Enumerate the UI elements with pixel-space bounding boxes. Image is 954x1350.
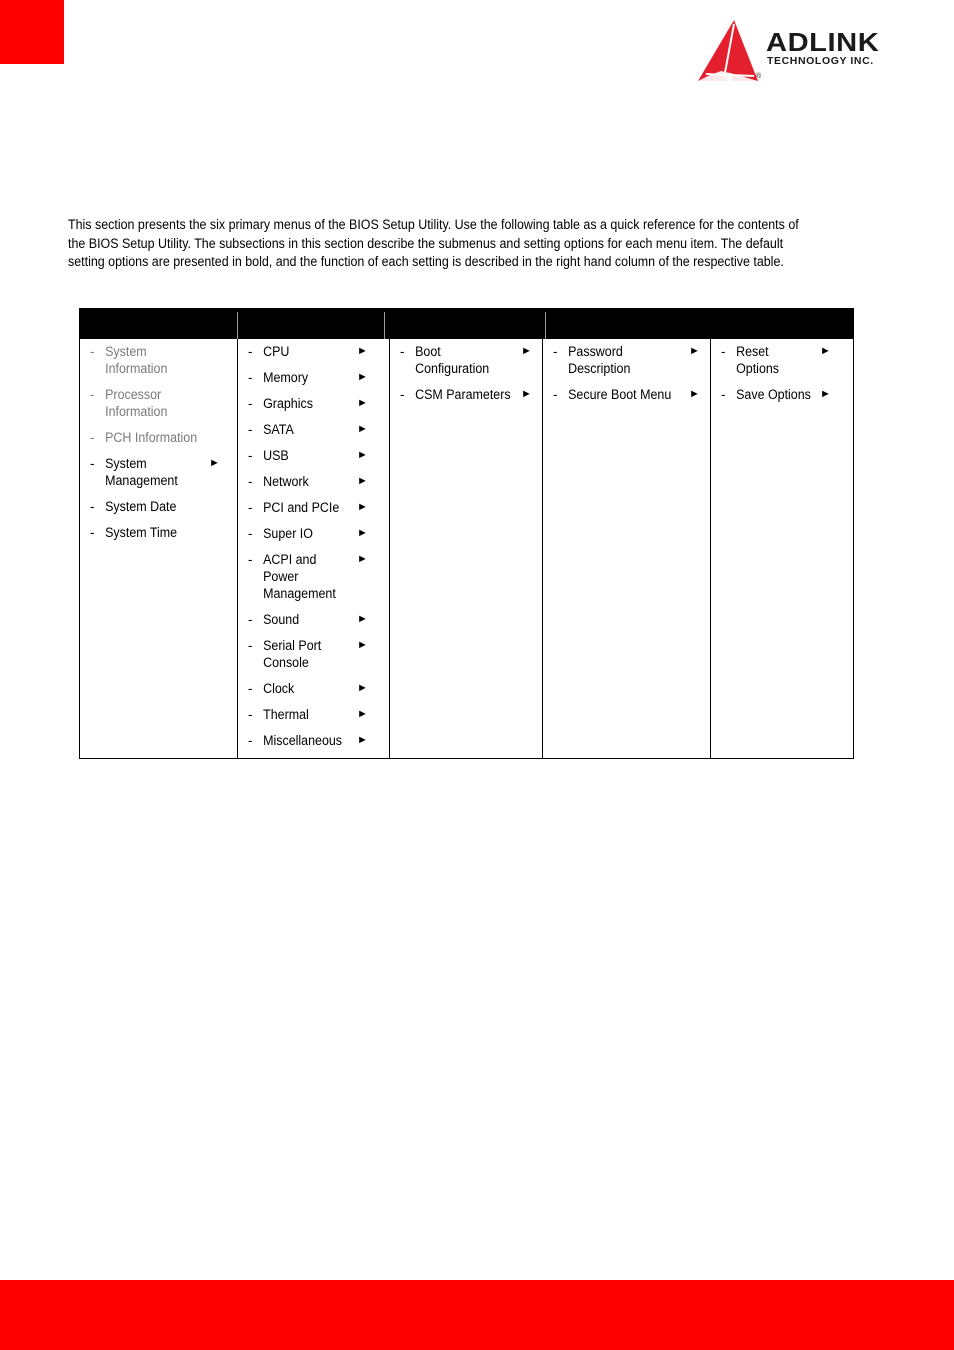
submenu-arrow-icon: ► [820,345,831,357]
submenu-arrow-icon: ► [357,613,368,625]
logo-triangle-icon [694,18,764,84]
submenu-arrow-icon: ► [689,345,700,357]
menu-item-label: CPU [263,344,290,359]
bullet-dash: - [248,526,253,541]
bullet-dash: - [90,387,95,402]
bullet-dash: - [248,422,253,437]
menu-item[interactable] [238,395,389,412]
menu-item-label: Secure Boot Menu [568,387,672,402]
bullet-dash: - [248,638,253,653]
menu-item-label: Processor Information [105,387,168,419]
menu-column-1 [80,339,237,758]
submenu-arrow-icon: ► [521,388,532,400]
menu-item-label: PCI and PCIe [263,500,340,515]
bullet-dash: - [721,387,726,402]
menu-item-label: Serial Port Console [263,638,322,670]
submenu-arrow-icon: ► [357,371,368,383]
bullet-dash: - [90,430,95,445]
menu-item[interactable] [238,732,389,749]
menu-item-label: ACPI and Power Management [263,552,336,601]
menu-item[interactable] [238,369,389,386]
menu-item[interactable] [711,386,855,403]
bullet-dash: - [248,370,253,385]
submenu-arrow-icon: ► [357,423,368,435]
submenu-arrow-icon: ► [820,388,831,400]
menu-column-4 [542,339,710,758]
bullet-dash: - [90,456,95,471]
menu-column-2 [237,339,389,758]
footer-red-bar [0,1280,954,1350]
menu-list [543,339,710,403]
menu-item-label: Super IO [263,526,313,541]
submenu-arrow-icon: ► [357,527,368,539]
menu-item[interactable] [238,447,389,464]
menu-item[interactable] [238,421,389,438]
menu-item[interactable] [80,343,237,377]
bullet-dash: - [400,344,405,359]
submenu-arrow-icon: ► [357,501,368,513]
menu-item-label: Miscellaneous [263,733,343,748]
menu-item-label: Network [263,474,309,489]
menu-item-label: USB [263,448,289,463]
table-header-bar [79,308,854,339]
logo-wordmark: ADLINK [766,27,880,57]
bullet-dash: - [248,448,253,463]
menu-item[interactable] [238,499,389,516]
submenu-arrow-icon: ► [357,639,368,651]
adlink-logo [694,18,908,84]
bullet-dash: - [90,499,95,514]
submenu-arrow-icon: ► [357,397,368,409]
menu-item[interactable] [238,637,389,671]
corner-red-tab [0,0,64,64]
header-separator [237,312,238,339]
bullet-dash: - [248,707,253,722]
bullet-dash: - [248,344,253,359]
bullet-dash: - [553,387,558,402]
bullet-dash: - [248,612,253,627]
menu-item[interactable] [238,473,389,490]
menu-item[interactable] [238,343,389,360]
menu-item-label: SATA [263,422,294,437]
submenu-arrow-icon: ► [357,734,368,746]
menu-item[interactable] [390,343,542,377]
menu-item[interactable] [238,551,389,602]
bullet-dash: - [248,552,253,567]
bullet-dash: - [248,681,253,696]
menu-item[interactable] [238,680,389,697]
menu-item[interactable] [238,706,389,723]
submenu-arrow-icon: ► [357,345,368,357]
menu-item-label: Thermal [263,707,309,722]
submenu-arrow-icon: ► [357,553,368,565]
menu-item[interactable] [543,386,710,403]
bullet-dash: - [248,396,253,411]
submenu-arrow-icon: ► [357,682,368,694]
menu-item-label: System Information [105,344,168,376]
menu-item[interactable] [80,386,237,420]
menu-item[interactable] [711,343,855,377]
menu-list [390,339,542,403]
menu-item-label: Reset Options [736,344,780,376]
menu-item-label: System Management [105,456,178,488]
menu-item[interactable] [238,525,389,542]
menu-item[interactable] [80,455,237,489]
menu-item[interactable] [80,429,237,446]
menu-item-label: PCH Information [105,430,198,445]
menu-item[interactable] [238,611,389,628]
bullet-dash: - [248,733,253,748]
menu-item-label: Password Description [568,344,631,376]
menu-item[interactable] [80,524,237,541]
bios-menu-table [79,308,854,759]
bullet-dash: - [90,344,95,359]
menu-list [80,339,237,541]
menu-item[interactable] [80,498,237,515]
submenu-arrow-icon: ► [521,345,532,357]
bullet-dash: - [721,344,726,359]
table-body [79,339,854,759]
header-separator [545,312,546,339]
intro-paragraph: This section presents the six primary menus of the BIOS Setup Utility. Use the following table as a quick reference for the contents of the BIOS Setup Utility. The subsections in this section describe the submenus and setting options for each menu item. The default setting options are presented in bold, and the function of each setting is described in the right hand column of the respective table. [68,217,799,269]
logo-registered-mark: ® [756,73,762,80]
header-separator [384,312,385,339]
menu-item-label: CSM Parameters [415,387,511,402]
menu-item-label: System Date [105,499,177,514]
menu-item-label: Boot Configuration [415,344,490,376]
submenu-arrow-icon: ► [357,449,368,461]
menu-list [711,339,855,403]
menu-item[interactable] [390,386,542,403]
menu-item-label: Graphics [263,396,313,411]
menu-list [238,339,389,749]
bullet-dash: - [248,500,253,515]
menu-item-label: Memory [263,370,309,385]
menu-item-label: Clock [263,681,295,696]
submenu-arrow-icon: ► [689,388,700,400]
menu-column-3 [389,339,542,758]
menu-column-5 [710,339,855,758]
submenu-arrow-icon: ► [357,475,368,487]
bullet-dash: - [248,474,253,489]
bullet-dash: - [400,387,405,402]
menu-item-label: Save Options [736,387,811,402]
submenu-arrow-icon: ► [357,708,368,720]
submenu-arrow-icon: ► [209,457,220,469]
menu-item-label: System Time [105,525,178,540]
bullet-dash: - [553,344,558,359]
menu-item-label: Sound [263,612,300,627]
menu-item[interactable] [543,343,710,377]
logo-tagline: TECHNOLOGY INC. [767,55,874,67]
bullet-dash: - [90,525,95,540]
